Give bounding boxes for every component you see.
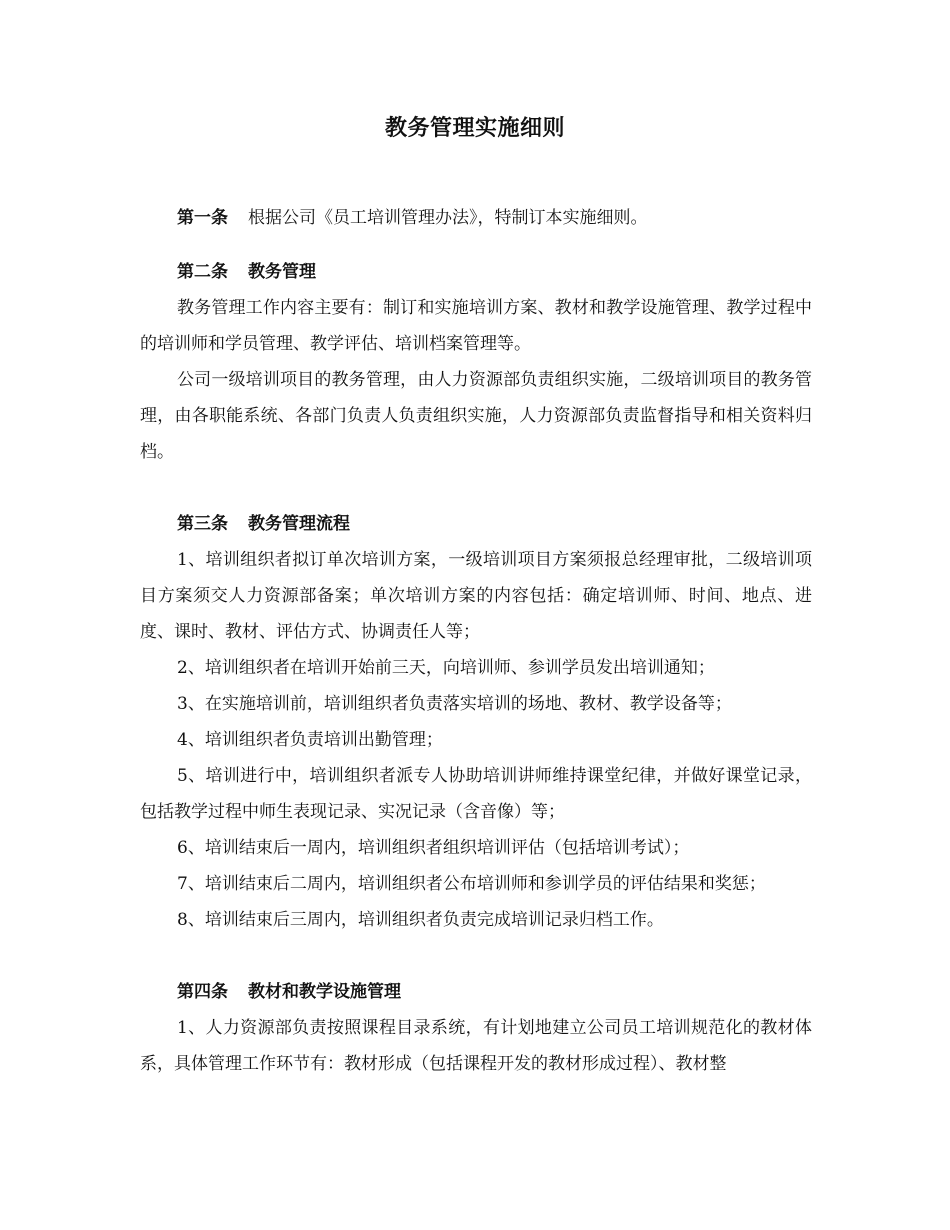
article-3-item: 4、培训组织者负责培训出勤管理；: [177, 730, 443, 750]
article-3-item: 2、培训组织者在培训开始前三天，向培训师、参训学员发出培训通知；: [177, 658, 715, 678]
article-3-title: 教务管理流程: [248, 514, 350, 534]
article-2-paragraph: 公司一级培训项目的教务管理，由人力资源部负责组织实施，二级培训项目的教务管理，由各职能系统、各部门负责人负责组织实施，人力资源部负责监督指导和相关资料归档。: [140, 370, 812, 462]
article-3-item: 1、培训组织者拟订单次培训方案，一级培训项目方案须报总经理审批，二级培训项目方案须交人力资源部备案；单次培训方案的内容包括：确定培训师、时间、地点、进度、课时、教材、评估方式、协调责任人等；: [140, 550, 812, 642]
article-3-item: 6、培训结束后一周内，培训组织者组织培训评估（包括培训考试）；: [177, 838, 690, 858]
article-2-heading: [140, 254, 812, 290]
article-4-heading: [140, 974, 812, 1010]
article-3-item: 5、培训进行中，培训组织者派专人协助培训讲师维持课堂纪律，并做好课堂记录，包括教学过程中师生表现记录、实况记录（含音像）等；: [140, 766, 812, 822]
article-3-item: 3、在实施培训前，培训组织者负责落实培训的场地、教材、教学设备等；: [177, 694, 732, 714]
article-2-label: 第二条: [177, 262, 228, 282]
article-4-title: 教材和教学设施管理: [248, 982, 401, 1002]
document-title: 教务管理实施细则: [384, 116, 565, 141]
article-1-label: 第一条: [177, 208, 228, 228]
article-4-item: 1、人力资源部负责按照课程目录系统，有计划地建立公司员工培训规范化的教材体系，具体管理工作环节有：教材形成（包括课程开发的教材形成过程）、教材整: [140, 1018, 812, 1074]
article-3-label: 第三条: [177, 514, 228, 534]
article-3-heading: [140, 506, 812, 542]
article-4-label: 第四条: [177, 982, 228, 1002]
document-body: [140, 200, 812, 1082]
article-2-paragraph: 教务管理工作内容主要有：制订和实施培训方案、教材和教学设施管理、教学过程中的培训师和学员管理、教学评估、培训档案管理等。: [140, 298, 812, 354]
article-3-item: 7、培训结束后二周内，培训组织者公布培训师和参训学员的评估结果和奖惩；: [177, 874, 766, 894]
article-3-item: 8、培训结束后三周内，培训组织者负责完成培训记录归档工作。: [177, 910, 664, 930]
article-1: [140, 200, 812, 236]
article-2-title: 教务管理: [248, 262, 316, 282]
article-1-text: 根据公司《员工培训管理办法》，特制订本实施细则。: [248, 208, 648, 228]
